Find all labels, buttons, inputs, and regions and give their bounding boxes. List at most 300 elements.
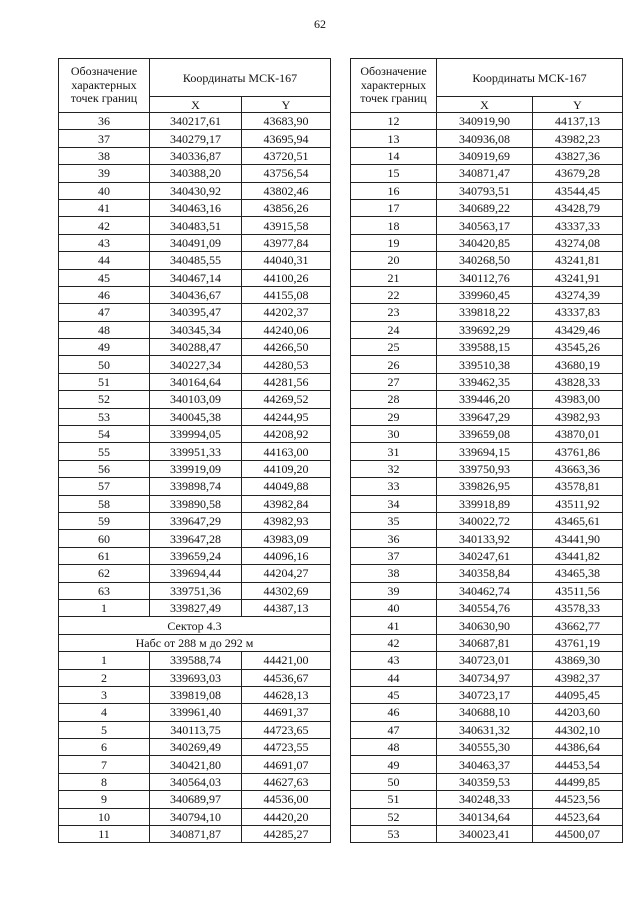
y-coordinate-cell: 43982,23 [533,130,623,147]
point-number-cell: 35 [351,512,437,529]
table-row [59,339,331,356]
point-number-cell: 18 [351,217,437,234]
x-coordinate-cell: 339951,33 [150,443,242,460]
x-header: X [150,97,242,113]
table-row [59,721,331,738]
table-row [351,460,623,477]
y-coordinate-cell: 44244,95 [242,408,331,425]
y-coordinate-cell: 44420,20 [242,808,331,825]
table-row [351,773,623,790]
point-number-cell: 44 [59,252,150,269]
y-coordinate-cell: 44109,20 [242,460,331,477]
point-number-cell: 51 [59,373,150,390]
y-coordinate-cell: 43441,82 [533,547,623,564]
point-number-cell: 53 [351,826,437,843]
table-row [59,147,331,164]
y-coordinate-cell: 43679,28 [533,165,623,182]
table-row [59,408,331,425]
y-coordinate-cell: 43545,26 [533,339,623,356]
x-coordinate-cell: 340430,92 [150,182,242,199]
point-number-cell: 49 [59,339,150,356]
y-header: Y [533,97,623,113]
y-coordinate-cell: 43761,86 [533,443,623,460]
point-number-cell: 34 [351,495,437,512]
point-number-cell: 59 [59,512,150,529]
point-number-cell: 57 [59,478,150,495]
point-number-cell: 28 [351,391,437,408]
right-table-body [351,113,623,843]
x-coordinate-cell: 339751,36 [150,582,242,599]
y-coordinate-cell: 43578,81 [533,478,623,495]
x-coordinate-cell: 340491,09 [150,234,242,251]
x-coordinate-cell: 340723,01 [437,652,533,669]
y-coordinate-cell: 43511,92 [533,495,623,512]
table-row [351,652,623,669]
table-row [351,199,623,216]
point-number-cell: 41 [351,617,437,634]
right-table-header [351,59,623,113]
table-row [351,182,623,199]
y-coordinate-cell: 44500,07 [533,826,623,843]
table-row [351,704,623,721]
table-row [351,669,623,686]
point-number-cell: 48 [351,739,437,756]
y-coordinate-cell: 44453,54 [533,756,623,773]
sector-block [59,617,331,652]
table-row [59,426,331,443]
x-coordinate-cell: 339647,29 [437,408,533,425]
x-coordinate-cell: 340564,03 [150,773,242,790]
y-coordinate-cell: 43982,37 [533,669,623,686]
x-coordinate-cell: 339647,29 [150,512,242,529]
table-row [59,252,331,269]
x-header: X [437,97,533,113]
x-coordinate-cell: 340463,16 [150,199,242,216]
y-coordinate-cell: 44302,69 [242,582,331,599]
y-coordinate-cell: 44266,50 [242,339,331,356]
x-coordinate-cell: 340871,47 [437,165,533,182]
x-coordinate-cell: 340554,76 [437,599,533,616]
point-number-cell: 62 [59,565,150,582]
y-coordinate-cell: 44723,65 [242,721,331,738]
left-table-body [59,113,331,617]
y-coordinate-cell: 44240,06 [242,321,331,338]
table-row [59,443,331,460]
table-row [59,512,331,529]
x-coordinate-cell: 339446,20 [437,391,533,408]
left-table-body-sector [59,652,331,843]
point-number-cell: 11 [59,826,150,843]
y-coordinate-cell: 43337,83 [533,304,623,321]
x-coordinate-cell: 340688,10 [437,704,533,721]
table-row [351,234,623,251]
table-row [351,617,623,634]
y-coordinate-cell: 44137,13 [533,113,623,130]
point-number-cell: 37 [351,547,437,564]
point-number-cell: 49 [351,756,437,773]
table-row [59,356,331,373]
y-coordinate-cell: 44723,55 [242,739,331,756]
table-row [351,217,623,234]
table-row [59,547,331,564]
y-coordinate-cell: 43511,56 [533,582,623,599]
sector-label: Сектор 4.3 [59,617,331,634]
x-coordinate-cell: 339994,05 [150,426,242,443]
table-row [59,808,331,825]
y-coordinate-cell: 43761,19 [533,634,623,651]
point-number-cell: 53 [59,408,150,425]
table-row [351,443,623,460]
point-number-cell: 33 [351,478,437,495]
point-number-cell: 9 [59,791,150,808]
x-coordinate-cell: 340689,97 [150,791,242,808]
x-coordinate-cell: 340164,64 [150,373,242,390]
x-coordinate-cell: 340462,74 [437,582,533,599]
x-coordinate-cell: 339890,58 [150,495,242,512]
y-coordinate-cell: 43465,61 [533,512,623,529]
table-row [351,373,623,390]
point-number-cell: 43 [351,652,437,669]
point-number-cell: 7 [59,756,150,773]
y-coordinate-cell: 43915,58 [242,217,331,234]
y-coordinate-cell: 44285,27 [242,826,331,843]
table-row [59,826,331,843]
table-row [59,391,331,408]
x-coordinate-cell: 339693,03 [150,669,242,686]
point-number-cell: 29 [351,408,437,425]
x-coordinate-cell: 340485,55 [150,252,242,269]
y-coordinate-cell: 44691,37 [242,704,331,721]
x-coordinate-cell: 340045,38 [150,408,242,425]
point-number-cell: 40 [351,599,437,616]
point-number-cell: 52 [59,391,150,408]
x-coordinate-cell: 339694,15 [437,443,533,460]
y-coordinate-cell: 44387,13 [242,599,331,616]
point-number-cell: 3 [59,686,150,703]
table-row [351,130,623,147]
point-number-cell: 52 [351,808,437,825]
x-coordinate-cell: 339588,15 [437,339,533,356]
page-number: 62 [314,17,326,31]
x-coordinate-cell: 340269,49 [150,739,242,756]
x-coordinate-cell: 340279,17 [150,130,242,147]
x-coordinate-cell: 340345,34 [150,321,242,338]
table-row [59,478,331,495]
x-coordinate-cell: 340723,17 [437,686,533,703]
y-coordinate-cell: 44302,10 [533,721,623,738]
table-row [59,686,331,703]
y-coordinate-cell: 43827,36 [533,147,623,164]
y-coordinate-cell: 43683,90 [242,113,331,130]
x-coordinate-cell: 340563,17 [437,217,533,234]
point-number-cell: 32 [351,460,437,477]
x-coordinate-cell: 340227,34 [150,356,242,373]
y-coordinate-cell: 44163,00 [242,443,331,460]
point-number-cell: 25 [351,339,437,356]
table-row [59,565,331,582]
point-number-cell: 56 [59,460,150,477]
point-number-cell: 39 [351,582,437,599]
y-coordinate-cell: 43977,84 [242,234,331,251]
y-coordinate-cell: 44049,88 [242,478,331,495]
y-coordinate-cell: 43544,45 [533,182,623,199]
table-row [59,652,331,669]
x-coordinate-cell: 340113,75 [150,721,242,738]
table-row [59,113,331,130]
x-coordinate-cell: 339462,35 [437,373,533,390]
x-coordinate-cell: 340112,76 [437,269,533,286]
height-label: Набс от 288 м до 292 м [59,634,331,651]
y-coordinate-cell: 44203,60 [533,704,623,721]
x-coordinate-cell: 340871,87 [150,826,242,843]
table-row [59,599,331,616]
y-coordinate-cell: 43441,90 [533,530,623,547]
point-number-cell: 40 [59,182,150,199]
table-row [351,356,623,373]
point-number-cell: 20 [351,252,437,269]
point-number-cell: 14 [351,147,437,164]
table-row [59,791,331,808]
point-number-cell: 12 [351,113,437,130]
point-number-cell: 61 [59,547,150,564]
x-coordinate-cell: 340358,84 [437,565,533,582]
x-coordinate-cell: 340336,87 [150,147,242,164]
table-row [59,756,331,773]
point-number-cell: 37 [59,130,150,147]
point-number-cell: 42 [351,634,437,651]
x-coordinate-cell: 340436,67 [150,286,242,303]
y-coordinate-cell: 44523,56 [533,791,623,808]
x-coordinate-cell: 340794,10 [150,808,242,825]
y-coordinate-cell: 44202,37 [242,304,331,321]
point-number-cell: 45 [351,686,437,703]
x-coordinate-cell: 340467,14 [150,269,242,286]
table-row [351,304,623,321]
y-coordinate-cell: 43856,26 [242,199,331,216]
x-coordinate-cell: 339819,08 [150,686,242,703]
x-coordinate-cell: 339919,09 [150,460,242,477]
x-coordinate-cell: 340687,81 [437,634,533,651]
point-number-cell: 45 [59,269,150,286]
point-label-header: Обозначение характерных точек границ [351,59,437,113]
y-coordinate-cell: 44691,07 [242,756,331,773]
y-coordinate-cell: 43274,39 [533,286,623,303]
x-coordinate-cell: 339898,74 [150,478,242,495]
y-coordinate-cell: 43465,38 [533,565,623,582]
point-number-cell: 10 [59,808,150,825]
point-number-cell: 38 [59,147,150,164]
x-coordinate-cell: 340022,72 [437,512,533,529]
y-coordinate-cell: 44208,92 [242,426,331,443]
y-coordinate-cell: 44536,00 [242,791,331,808]
y-coordinate-cell: 43662,77 [533,617,623,634]
table-row [351,165,623,182]
y-coordinate-cell: 43983,09 [242,530,331,547]
y-coordinate-cell: 44204,27 [242,565,331,582]
point-number-cell: 26 [351,356,437,373]
x-coordinate-cell: 340630,90 [437,617,533,634]
y-coordinate-cell: 43241,91 [533,269,623,286]
table-row [59,739,331,756]
point-number-cell: 51 [351,791,437,808]
y-coordinate-cell: 43578,33 [533,599,623,616]
y-coordinate-cell: 43663,36 [533,460,623,477]
x-coordinate-cell: 340023,41 [437,826,533,843]
y-coordinate-cell: 44536,67 [242,669,331,686]
table-row [351,113,623,130]
point-number-cell: 5 [59,721,150,738]
x-coordinate-cell: 340420,85 [437,234,533,251]
point-number-cell: 15 [351,165,437,182]
y-coordinate-cell: 43869,30 [533,652,623,669]
x-coordinate-cell: 340395,47 [150,304,242,321]
point-number-cell: 50 [351,773,437,790]
table-row [59,704,331,721]
point-number-cell: 48 [59,321,150,338]
table-row [59,460,331,477]
point-number-cell: 42 [59,217,150,234]
table-row [59,304,331,321]
table-row [59,217,331,234]
y-coordinate-cell: 44280,53 [242,356,331,373]
point-number-cell: 50 [59,356,150,373]
x-coordinate-cell: 339818,22 [437,304,533,321]
point-number-cell: 39 [59,165,150,182]
table-row [351,808,623,825]
point-label-header: Обозначение характерных точек границ [59,59,150,113]
x-coordinate-cell: 340919,69 [437,147,533,164]
table-row [351,478,623,495]
x-coordinate-cell: 340631,32 [437,721,533,738]
y-coordinate-cell: 44095,45 [533,686,623,703]
table-row [351,408,623,425]
point-number-cell: 19 [351,234,437,251]
table-row [351,339,623,356]
table-row [351,739,623,756]
y-coordinate-cell: 43680,19 [533,356,623,373]
x-coordinate-cell: 340919,90 [437,113,533,130]
point-number-cell: 43 [59,234,150,251]
x-coordinate-cell: 340247,61 [437,547,533,564]
table-row [59,199,331,216]
x-coordinate-cell: 339659,24 [150,547,242,564]
table-row [59,286,331,303]
table-row [351,721,623,738]
table-row [351,530,623,547]
y-coordinate-cell: 43337,33 [533,217,623,234]
table-row [351,269,623,286]
point-number-cell: 23 [351,304,437,321]
x-coordinate-cell: 340734,97 [437,669,533,686]
point-number-cell: 58 [59,495,150,512]
table-row [351,582,623,599]
x-coordinate-cell: 340421,80 [150,756,242,773]
y-coordinate-cell: 43695,94 [242,130,331,147]
table-row [351,286,623,303]
x-coordinate-cell: 340388,20 [150,165,242,182]
y-coordinate-cell: 43720,51 [242,147,331,164]
point-number-cell: 22 [351,286,437,303]
y-coordinate-cell: 44096,16 [242,547,331,564]
y-coordinate-cell: 44155,08 [242,286,331,303]
point-number-cell: 13 [351,130,437,147]
y-coordinate-cell: 44269,52 [242,391,331,408]
table-row [59,495,331,512]
table-row [59,234,331,251]
x-coordinate-cell: 339961,40 [150,704,242,721]
table-row [59,582,331,599]
point-number-cell: 21 [351,269,437,286]
y-coordinate-cell: 44499,85 [533,773,623,790]
table-row [351,321,623,338]
point-number-cell: 54 [59,426,150,443]
y-coordinate-cell: 43983,00 [533,391,623,408]
x-coordinate-cell: 340483,51 [150,217,242,234]
coords-label-header: Координаты МСК-167 [150,59,331,97]
table-row [351,426,623,443]
y-header: Y [242,97,331,113]
table-row [351,512,623,529]
table-row [59,669,331,686]
x-coordinate-cell: 340248,33 [437,791,533,808]
table-row [351,147,623,164]
x-coordinate-cell: 339659,08 [437,426,533,443]
y-coordinate-cell: 43241,81 [533,252,623,269]
point-number-cell: 16 [351,182,437,199]
table-row [351,826,623,843]
x-coordinate-cell: 340793,51 [437,182,533,199]
point-number-cell: 2 [59,669,150,686]
table-row [351,547,623,564]
table-row [351,565,623,582]
x-coordinate-cell: 340936,08 [437,130,533,147]
x-coordinate-cell: 339588,74 [150,652,242,669]
x-coordinate-cell: 340103,09 [150,391,242,408]
x-coordinate-cell: 340359,53 [437,773,533,790]
y-coordinate-cell: 44040,31 [242,252,331,269]
x-coordinate-cell: 339960,45 [437,286,533,303]
table-row [351,686,623,703]
point-number-cell: 17 [351,199,437,216]
table-row [351,634,623,651]
y-coordinate-cell: 43982,84 [242,495,331,512]
x-coordinate-cell: 339510,38 [437,356,533,373]
x-coordinate-cell: 340133,92 [437,530,533,547]
table-row [59,530,331,547]
point-number-cell: 38 [351,565,437,582]
table-row [59,773,331,790]
y-coordinate-cell: 44386,64 [533,739,623,756]
x-coordinate-cell: 339647,28 [150,530,242,547]
table-row [351,495,623,512]
table-row [59,373,331,390]
y-coordinate-cell: 44281,56 [242,373,331,390]
point-number-cell: 6 [59,739,150,756]
table-row [59,269,331,286]
y-coordinate-cell: 43802,46 [242,182,331,199]
point-number-cell: 4 [59,704,150,721]
point-number-cell: 47 [351,721,437,738]
right-coordinates-table [350,58,623,843]
point-number-cell: 30 [351,426,437,443]
point-number-cell: 46 [59,286,150,303]
table-row [59,165,331,182]
x-coordinate-cell: 340288,47 [150,339,242,356]
left-coordinates-table [58,58,331,843]
table-row [351,252,623,269]
point-number-cell: 63 [59,582,150,599]
y-coordinate-cell: 43429,46 [533,321,623,338]
